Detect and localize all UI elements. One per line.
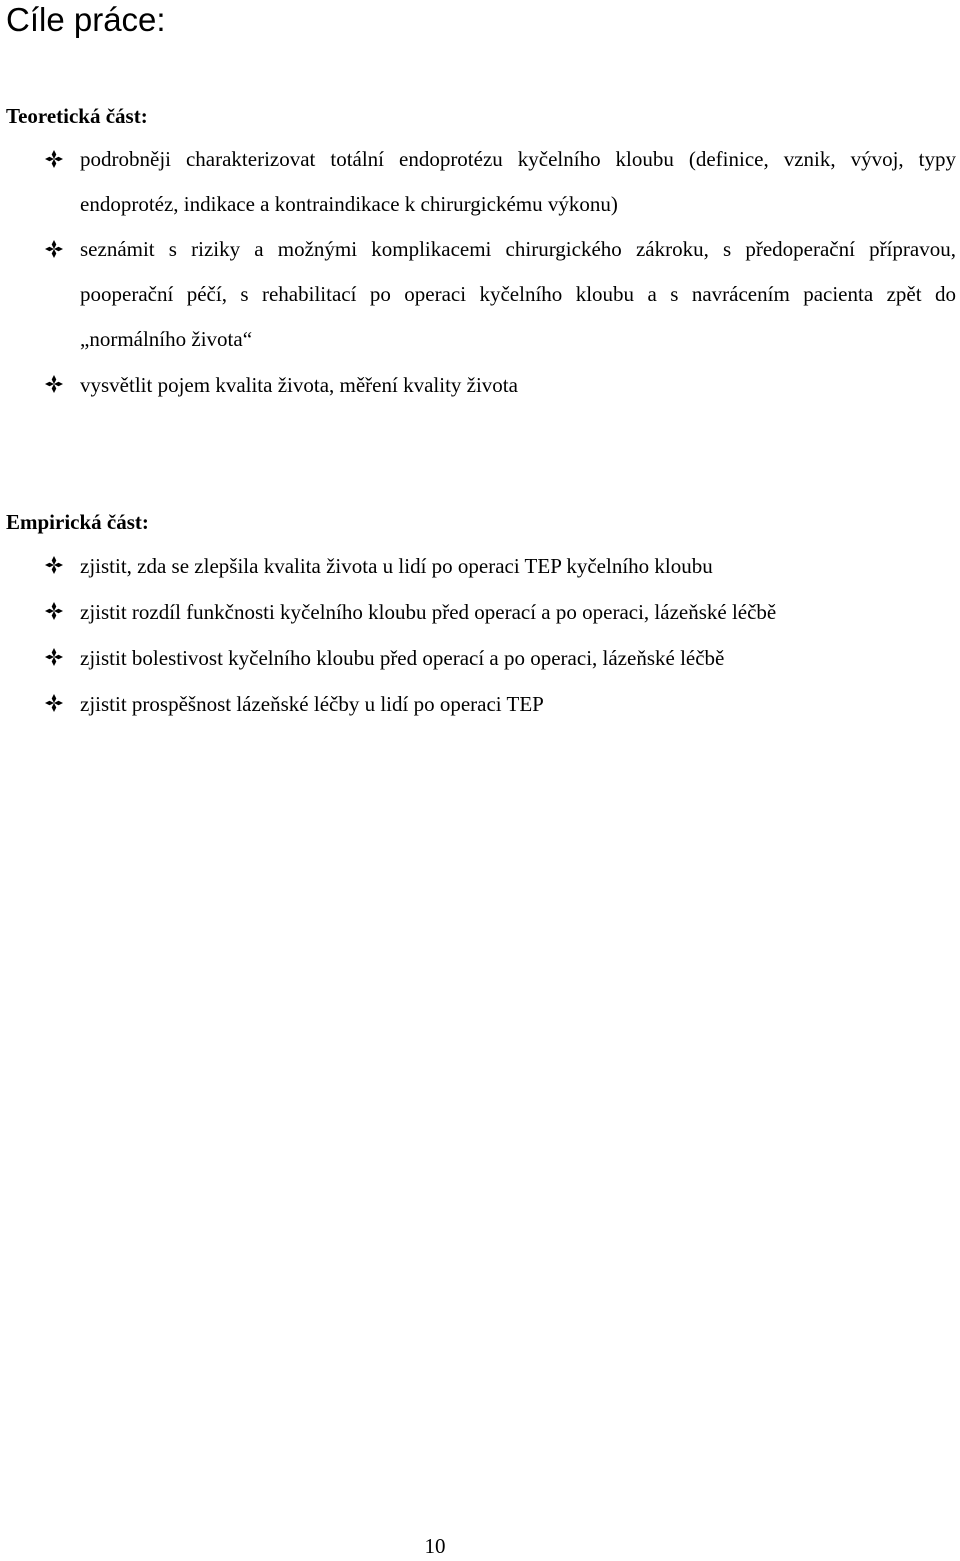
list-item — [0, 543, 960, 589]
list-item — [0, 137, 960, 227]
diamond-bullet-icon — [45, 589, 65, 635]
list-item — [0, 362, 960, 408]
diamond-bullet-icon — [45, 543, 65, 589]
list-item — [0, 589, 960, 635]
goal-text: zjistit prospěšnost lázeňské léčby u lidí po operaci TEP — [80, 692, 544, 716]
goal-text: zjistit, zda se zlepšila kvalita života u lidí po operaci TEP kyčelního kloubu — [80, 554, 713, 578]
list-item — [0, 681, 960, 727]
list-item — [0, 227, 960, 362]
goal-text: podrobněji charakterizovat totální endoprotézu kyčelního kloubu (definice, vznik, vývoj, typy endoprotéz, indikace a kontraindikace k chirurgickému výkonu) — [80, 147, 956, 216]
goal-text: zjistit rozdíl funkčnosti kyčelního kloubu před operací a po operaci, lázeňské léčbě — [80, 600, 777, 624]
section-heading-theoretical: Teoretická část: — [6, 104, 148, 128]
diamond-bullet-icon — [45, 137, 65, 183]
empirical-goals-list — [0, 543, 960, 727]
theoretical-goals-list — [0, 137, 960, 408]
diamond-bullet-icon — [45, 635, 65, 681]
goal-text: seznámit s riziky a možnými komplikacemi chirurgického zákroku, s předoperační přípravou, pooperační péčí, s rehabilitací po operaci kyčelního kloubu a s navrácením pacienta zpět do „normálního života“ — [80, 237, 956, 351]
list-item — [0, 635, 960, 681]
diamond-bullet-icon — [45, 227, 65, 273]
diamond-bullet-icon — [45, 362, 65, 408]
page-number: 10 — [424, 1534, 446, 1558]
page-title: Cíle práce: — [6, 1, 166, 38]
section-heading-empirical: Empirická část: — [6, 510, 149, 534]
diamond-bullet-icon — [45, 681, 65, 727]
goal-text: vysvětlit pojem kvalita života, měření kvality života — [80, 373, 518, 397]
goal-text: zjistit bolestivost kyčelního kloubu před operací a po operaci, lázeňské léčbě — [80, 646, 725, 670]
